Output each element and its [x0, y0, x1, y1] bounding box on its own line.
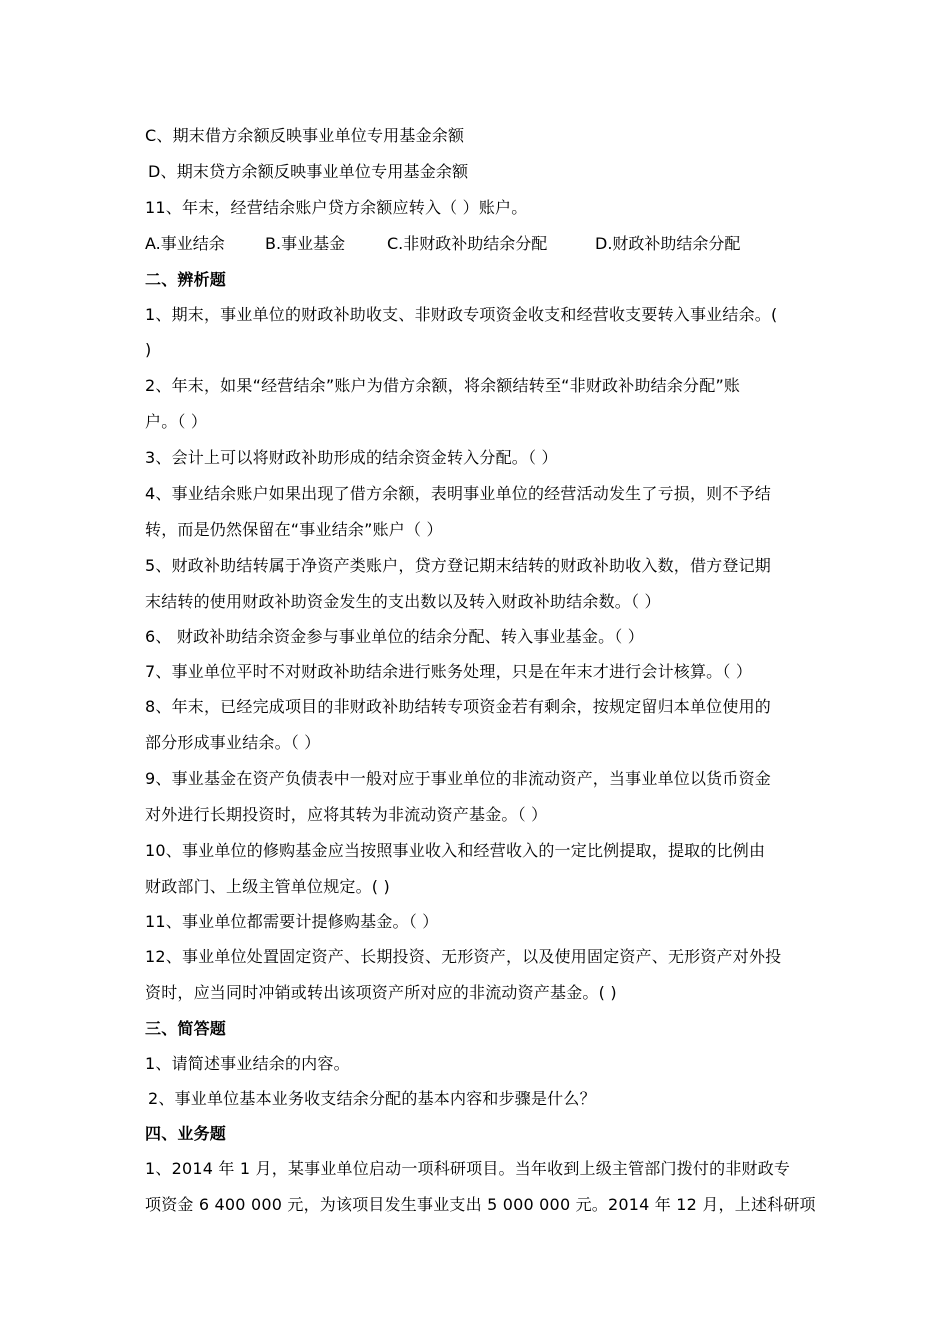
- section-heading-analysis: 二、辨析题: [145, 270, 227, 289]
- analysis-4-line-2: 转，而是仍然保留在“事业结余”账户（ ）: [145, 520, 443, 539]
- business-1-line-1: 1、2014 年 1 月，某事业单位启动一项科研项目。当年收到上级主管部门拨付的非财政专: [145, 1159, 791, 1178]
- analysis-3: 3、会计上可以将财政补助形成的结余资金转入分配。（ ）: [145, 448, 558, 467]
- option-c-line: C、期末借方余额反映事业单位专用基金余额: [145, 126, 465, 145]
- analysis-4-line-1: 4、事业结余账户如果出现了借方余额，表明事业单位的经营活动发生了亏损，则不予结: [145, 484, 771, 503]
- analysis-9-line-1: 9、事业基金在资产负债表中一般对应于事业单位的非流动资产，当事业单位以货币资金: [145, 769, 771, 788]
- question-11-options: [145, 234, 740, 254]
- analysis-9-line-2: 对外进行长期投资时，应将其转为非流动资产基金。（ ）: [145, 805, 548, 824]
- analysis-2-line-1: 2、年末，如果“经营结余”账户为借方余额，将余额结转至“非财政补助结余分配”账: [145, 376, 741, 395]
- short-answer-2: 2、事业单位基本业务收支结余分配的基本内容和步骤是什么？: [148, 1089, 596, 1108]
- analysis-10-line-2: 财政部门、上级主管单位规定。( ): [145, 877, 390, 896]
- analysis-8-line-2: 部分形成事业结余。（ ）: [145, 733, 321, 752]
- option-d-line: D、期末贷方余额反映事业单位专用基金余额: [148, 162, 469, 181]
- analysis-2-line-2: 户。（ ）: [145, 412, 208, 431]
- section-heading-short-answer: 三、简答题: [145, 1019, 227, 1038]
- analysis-12-line-2: 资时，应当同时冲销或转出该项资产所对应的非流动资产基金。( ): [145, 983, 617, 1002]
- analysis-8-line-1: 8、年末，已经完成项目的非财政补助结转专项资金若有剩余，按规定留归本单位使用的: [145, 697, 771, 716]
- analysis-7: 7、事业单位平时不对财政补助结余进行账务处理，只是在年末才进行会计核算。（ ）: [145, 662, 753, 681]
- question-11: 11、年末，经营结余账户贷方余额应转入（ ）账户。: [145, 198, 528, 217]
- option-d: D.财政补助结余分配: [595, 234, 741, 253]
- option-a: A.事业结余: [145, 234, 225, 253]
- business-1-line-2: 项资金 6 400 000 元，为该项目发生事业支出 5 000 000 元。2014 年 12 月，上述科研项: [145, 1195, 816, 1214]
- analysis-5-line-1: 5、财政补助结转属于净资产类账户，贷方登记期末结转的财政补助收入数，借方登记期: [145, 556, 771, 575]
- option-c: C.非财政补助结余分配: [387, 234, 548, 253]
- analysis-5-line-2: 末结转的使用财政补助资金发生的支出数以及转入财政补助结余数。（ ）: [145, 592, 661, 611]
- section-heading-business: 四、业务题: [145, 1124, 227, 1143]
- analysis-11: 11、事业单位都需要计提修购基金。（ ）: [145, 912, 439, 931]
- analysis-1-line-2: ): [145, 340, 152, 359]
- short-answer-1: 1、请简述事业结余的内容。: [145, 1054, 350, 1073]
- analysis-12-line-1: 12、事业单位处置固定资产、长期投资、无形资产，以及使用固定资产、无形资产对外投: [145, 947, 782, 966]
- analysis-10-line-1: 10、事业单位的修购基金应当按照事业收入和经营收入的一定比例提取，提取的比例由: [145, 841, 766, 860]
- analysis-6: 6、 财政补助结余资金参与事业单位的结余分配、转入事业基金。（ ）: [145, 627, 644, 646]
- analysis-1-line-1: 1、期末，事业单位的财政补助收支、非财政专项资金收支和经营收支要转入事业结余。(: [145, 305, 778, 324]
- option-b: B.事业基金: [265, 234, 346, 253]
